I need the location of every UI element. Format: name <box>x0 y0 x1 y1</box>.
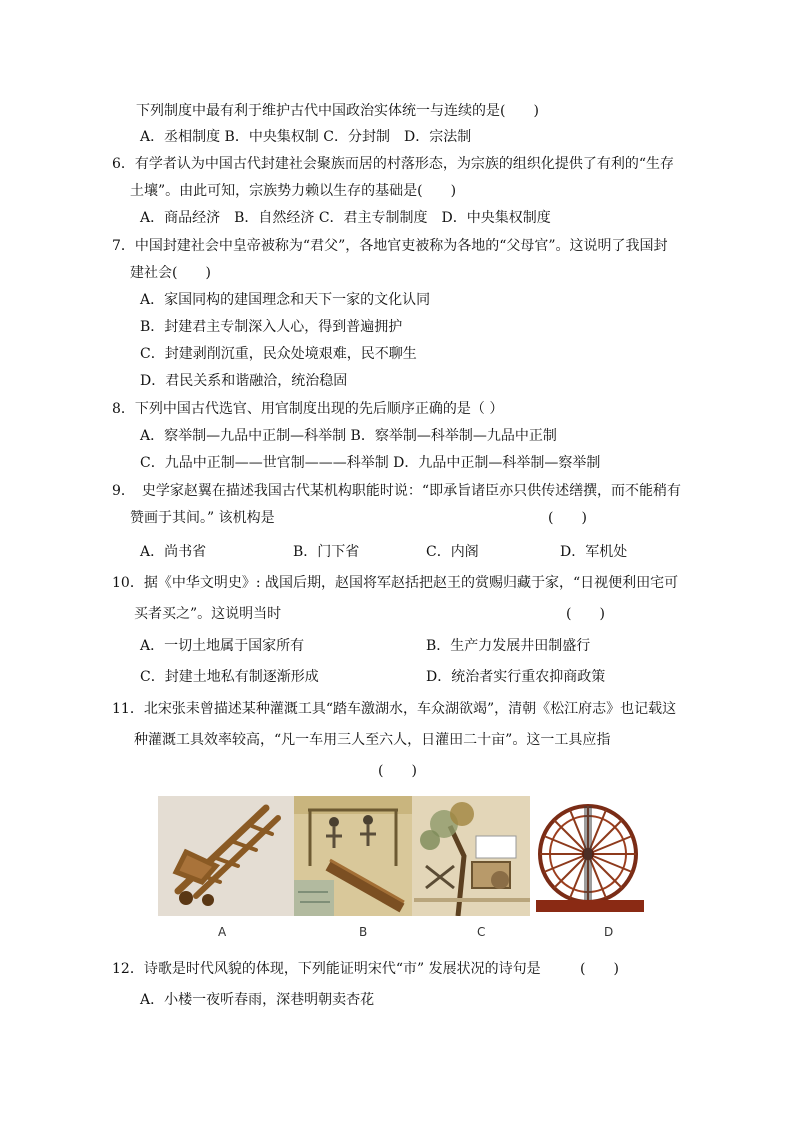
q5-stem: 下列制度中最有利于维护古代中国政治实体统一与连续的是( ) <box>136 103 539 119</box>
q11-label-a: A <box>218 925 227 939</box>
q11-label-c: C <box>477 925 486 939</box>
q9-line2: 赞画于其间。” 该机构是 <box>130 510 275 526</box>
q9-line1: 9． 史学家赵翼在描述我国古代某机构职能时说：“即承旨诸臣亦只供传述缮撰，而不能稍有 <box>112 483 682 499</box>
q11-label-d: D <box>604 925 614 939</box>
q7-option-b: B．封建君主专制深入人心，得到普遍拥护 <box>140 319 403 335</box>
q9-option-d: D．军机处 <box>560 544 628 560</box>
q9-answer-bracket: ( ) <box>548 510 587 526</box>
q11-image-a <box>158 796 294 916</box>
q11-line1: 11．北宋张耒曾描述某种灌溉工具“踏车激湖水，车众湖欲竭”，清朝《松江府志》也记载这 <box>112 701 677 717</box>
q10-option-a: A．一切土地属于国家所有 <box>140 638 305 654</box>
q7-line1: 7．中国封建社会中皇帝被称为“君父”，各地官吏被称为各地的“父母官”。这说明了我国封 <box>112 238 668 254</box>
q7-option-d: D．君民关系和谐融洽，统治稳固 <box>140 373 348 389</box>
q8-stem: 8．下列中国古代选官、用官制度出现的先后顺序正确的是（ ） <box>112 401 504 417</box>
q5-options: A．丞相制度 B．中央集权制 C．分封制 D．宗法制 <box>140 129 472 145</box>
q11-image-d <box>530 796 650 916</box>
q12-stem: 12．诗歌是时代风貌的体现，下列能证明宋代“市” 发展状况的诗句是 <box>112 961 541 977</box>
q8-options-cd: C．九品中正制——世官制———科举制 D．九品中正制—科举制—察举制 <box>140 455 601 471</box>
q12-answer-bracket: ( ) <box>580 961 619 977</box>
q9-option-c: C．内阁 <box>426 544 479 560</box>
q10-line2: 买者买之”。这说明当时 <box>134 606 282 622</box>
q7-option-a: A．家国同构的建国理念和天下一家的文化认同 <box>140 292 431 308</box>
q9-option-a: A．尚书省 <box>140 544 207 560</box>
q10-option-d: D．统治者实行重农抑商政策 <box>426 669 606 685</box>
q9-option-b: B．门下省 <box>293 544 360 560</box>
q11-line2: 种灌溉工具效率较高，“凡一车用三人至六人，日灌田二十亩”。这一工具应指 <box>134 732 611 748</box>
q11-image-b <box>294 796 412 916</box>
q8-options-ab: A．察举制—九品中正制—科举制 B．察举制—科举制—九品中正制 <box>140 428 557 444</box>
q11-answer-bracket: ( ) <box>378 763 417 779</box>
q7-line2: 建社会( ) <box>130 265 211 281</box>
q12-option-a: A．小楼一夜听春雨，深巷明朝卖杏花 <box>140 992 375 1008</box>
q10-option-b: B．生产力发展井田制盛行 <box>426 638 591 654</box>
q11-image-c <box>412 796 530 916</box>
q10-option-c: C．封建土地私有制逐渐形成 <box>140 669 319 685</box>
q6-line2: 土壤”。由此可知，宗族势力赖以生存的基础是( ) <box>130 183 457 199</box>
q10-answer-bracket: ( ) <box>566 606 605 622</box>
q6-options: A．商品经济 B．自然经济 C．君主专制制度 D．中央集权制度 <box>140 210 551 226</box>
q11-label-b: B <box>359 925 368 939</box>
q7-option-c: C．封建剥削沉重，民众处境艰难，民不聊生 <box>140 346 417 362</box>
q11-option-images <box>158 796 650 916</box>
q6-line1: 6．有学者认为中国古代封建社会聚族而居的村落形态，为宗族的组织化提供了有利的“生存 <box>112 156 675 172</box>
q10-line1: 10．据《中华文明史》: 战国后期，赵国将军赵括把赵王的赏赐归藏于家，“日视便利田宅可 <box>112 575 679 591</box>
